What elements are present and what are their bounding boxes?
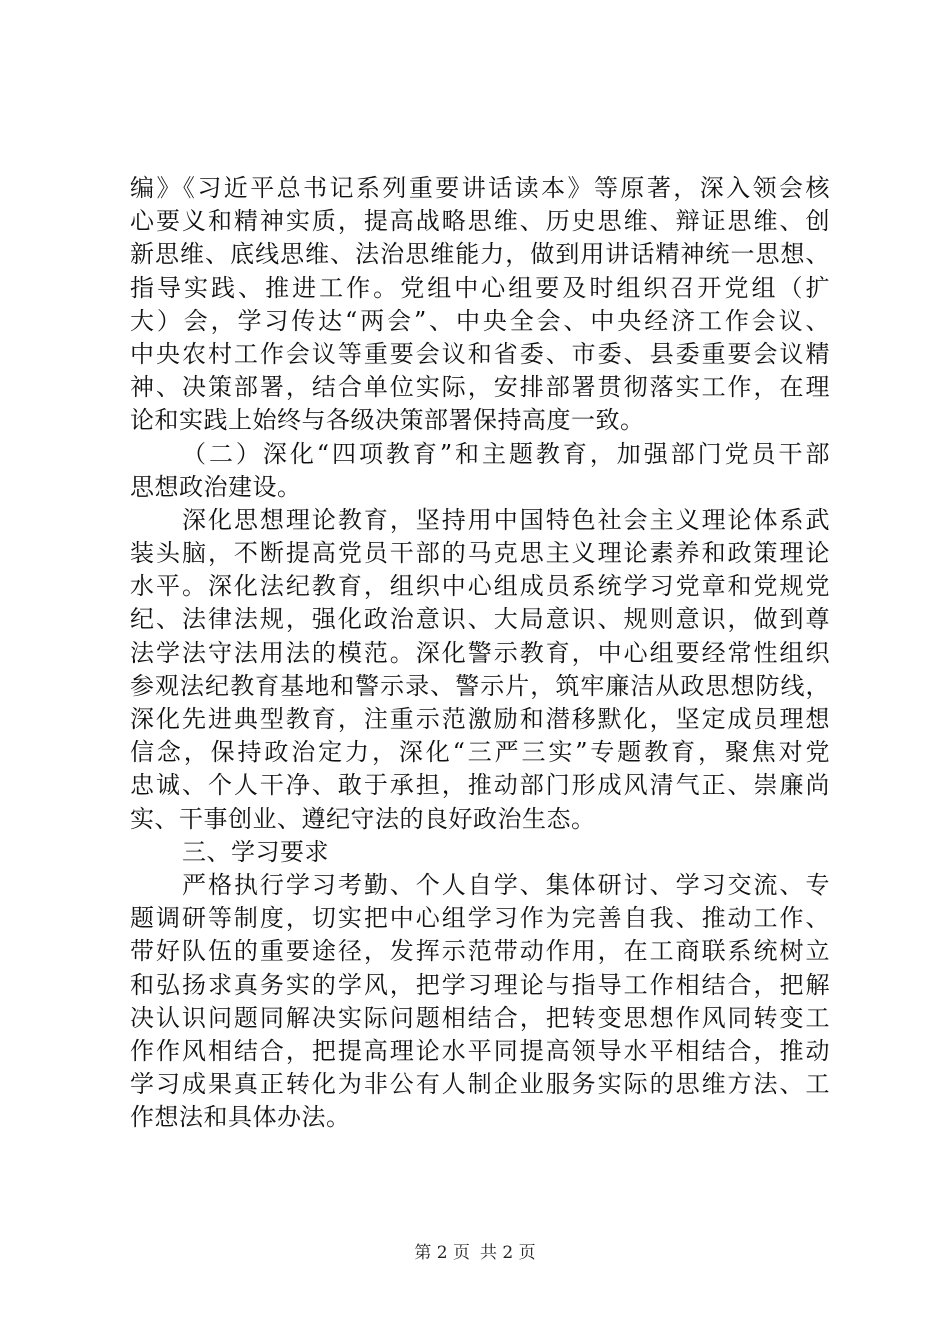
text-line: 带好队伍的重要途径，发挥示范带动作用，在工商联系统树立 — [130, 937, 830, 966]
page-number: 第 2 页 — [414, 1243, 470, 1263]
page-total: 共 2 页 — [480, 1243, 536, 1263]
text-line: 纪、法律法规，强化政治意识、大局意识、规则意识，做到尊 — [130, 605, 830, 634]
text-line: 中央农村工作会议等重要会议和省委、市委、县委重要会议精 — [130, 339, 830, 368]
text-line: 决认识问题同解决实际问题相结合，把转变思想作风同转变工 — [130, 1003, 830, 1032]
text-line: 论和实践上始终与各级决策部署保持高度一致。 — [130, 406, 645, 435]
text-line: 心要义和精神实质，提高战略思维、历史思维、辩证思维、创 — [130, 207, 830, 236]
section-heading-line: （二）深化“四项教育”和主题教育，加强部门党员干部 — [182, 439, 830, 468]
text-line: 严格执行学习考勤、个人自学、集体研讨、学习交流、专 — [182, 870, 830, 899]
text-line: 忠诚、个人干净、敢于承担，推动部门形成风清气正、崇廉尚 — [130, 771, 830, 800]
text-line: 深化思想理论教育，坚持用中国特色社会主义理论体系武 — [182, 505, 830, 534]
text-line: 水平。深化法纪教育，组织中心组成员系统学习党章和党规党 — [130, 572, 830, 601]
section-heading: 三、学习要求 — [182, 837, 329, 866]
text-line: 法学法守法用法的模范。深化警示教育，中心组要经常性组织 — [130, 638, 830, 667]
text-line: 新思维、底线思维、法治思维能力，做到用讲话精神统一思想、 — [130, 240, 830, 269]
text-line: 作想法和具体办法。 — [130, 1103, 351, 1132]
document-body — [130, 172, 830, 1134]
text-line: 大）会，学习传达“两会”、中央全会、中央经济工作会议、 — [130, 306, 830, 335]
text-line: 信念，保持政治定力，深化“三严三实”专题教育，聚焦对党 — [130, 738, 830, 767]
text-line: 装头脑，不断提高党员干部的马克思主义理论素养和政策理论 — [130, 539, 830, 568]
text-line: 实、干事创业、遵纪守法的良好政治生态。 — [130, 804, 596, 833]
text-line: 编》《习近平总书记系列重要讲话读本》等原著，深入领会核 — [130, 174, 830, 202]
section-heading-line: 思想政治建设。 — [130, 472, 302, 501]
page-footer — [0, 1242, 950, 1264]
text-line: 神、决策部署，结合单位实际，安排部署贯彻落实工作，在理 — [130, 373, 830, 402]
text-line: 参观法纪教育基地和警示录、警示片，筑牢廉洁从政思想防线， — [130, 671, 830, 700]
text-line: 学习成果真正转化为非公有人制企业服务实际的思维方法、工 — [130, 1070, 830, 1099]
text-line: 和弘扬求真务实的学风，把学习理论与指导工作相结合，把解 — [130, 970, 830, 999]
text-line: 深化先进典型教育，注重示范激励和潜移默化，坚定成员理想 — [130, 705, 830, 733]
text-line: 题调研等制度，切实把中心组学习作为完善自我、推动工作、 — [130, 904, 830, 933]
text-line: 作作风相结合，把提高理论水平同提高领导水平相结合，推动 — [130, 1036, 830, 1065]
text-line: 指导实践、推进工作。党组中心组要及时组织召开党组（扩 — [130, 273, 830, 302]
